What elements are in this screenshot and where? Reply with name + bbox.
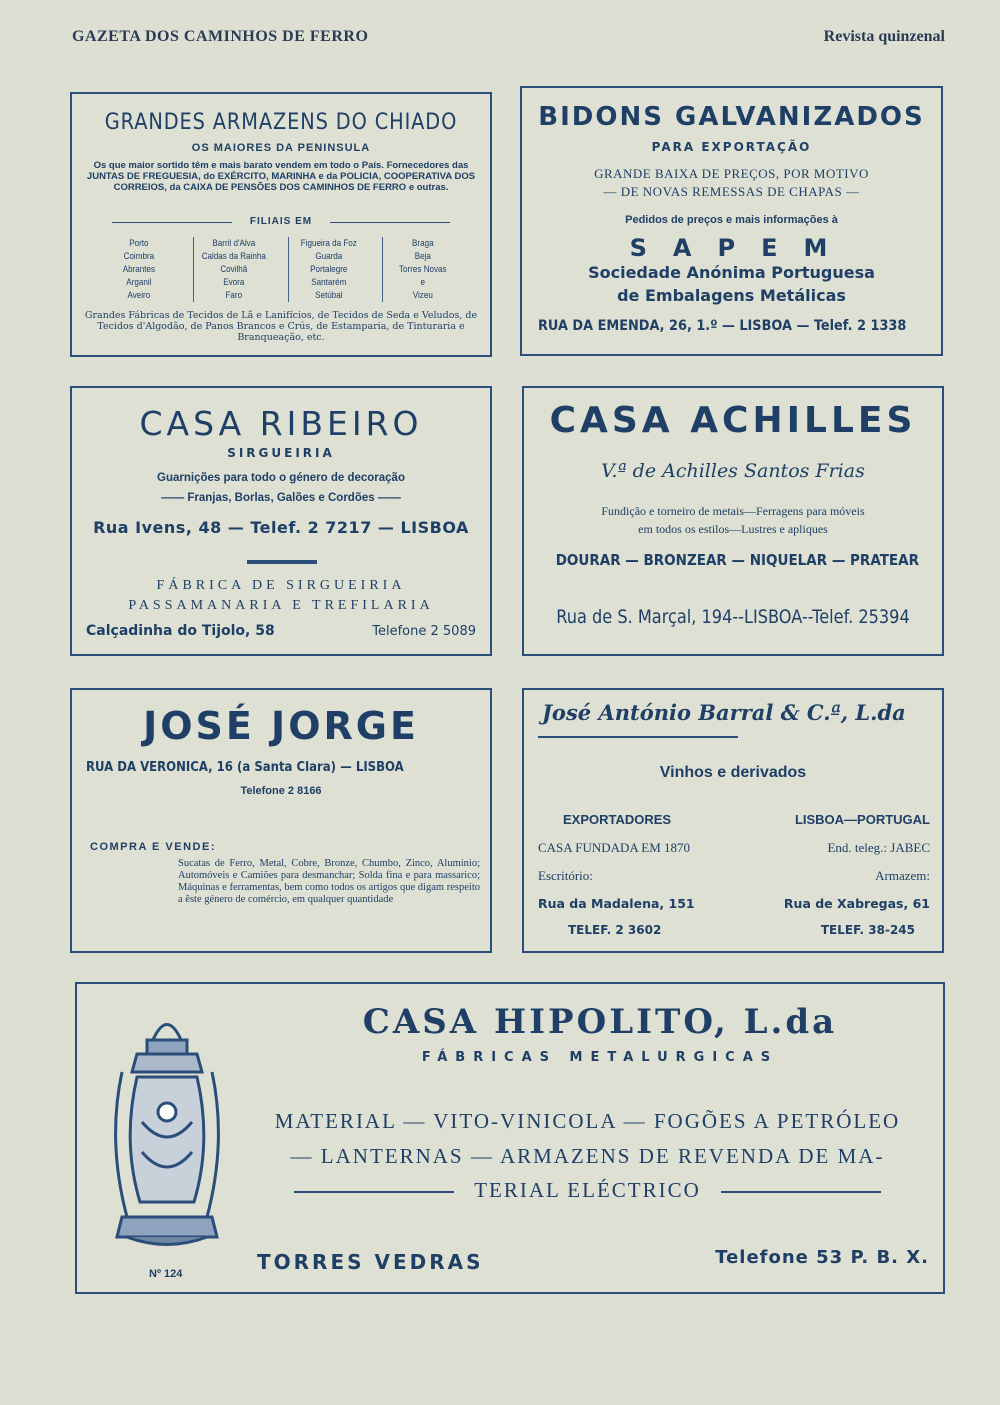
ad-subtitle: SIRGUEIRIA [227,446,335,460]
lantern-illustration [102,1002,232,1262]
page-header [72,28,945,46]
ad-casa-achilles [522,386,944,656]
ad-line: — LANTERNAS — ARMAZENS DE REVENDA DE MA- [290,1144,885,1168]
info-row [538,923,930,937]
ad-title: José António Barral & C.ª, L.da [542,700,906,725]
ad-casa-hipolito [75,982,945,1294]
ad-subtitle: PARA EXPORTAÇÃO [651,140,812,154]
ad-city: TORRES VEDRAS [257,1250,484,1274]
company-fullname: Sociedade Anónima Portuguesa [588,263,875,282]
divider [721,1191,881,1193]
ad-title: CASA ACHILLES [549,400,917,441]
ad-subtitle: FÁBRICAS METALURGICAS [421,1050,779,1065]
ad-title: CASA HIPOLITO, L.da [362,1002,838,1042]
ad-grandes-armazens [70,92,492,357]
branch-columns [92,237,470,302]
model-number: Nº 124 [149,1268,183,1280]
ad-line: em todos os estilos—Lustres e apliques [638,522,828,536]
ad-line: — DE NOVAS REMESSAS DE CHAPAS — [603,184,860,199]
ad-title: BIDONS GALVANIZADOS [538,102,925,132]
ad-jose-jorge [70,688,492,953]
ad-subtitle: Vinhos e derivados [659,764,807,781]
ad-line-text: TERIAL ELÉCTRICO [474,1178,701,1202]
ad-line [262,1178,913,1203]
ad-line: Guarnições para todo o género de decoração [157,472,405,484]
publication-title: GAZETA DOS CAMINHOS DE FERRO [72,28,369,45]
ad-address: Calçadinha do Tijolo, 58 [86,623,275,639]
ad-line: GRANDE BAIXA DE PREÇOS, POR MOTIVO [594,166,869,181]
ad-line: FÁBRICA DE SIRGUEIRIA [156,578,406,593]
ad-phone: Telefone 53 P. B. X. [715,1247,929,1268]
ad-phone: Telefone 2 8166 [240,785,322,797]
divider [538,736,738,738]
ad-description: Sucatas de Ferro, Metal, Cobre, Bronze, Chumbo, Zinco, Alumínio; Automóveis e Camiões para desmanchar; Solda fina e para massarico; Máquinas e ferramentas, bem como todos os artigos que digam respeito a êste género de comércio, em qualquer quantidade [178,858,480,905]
info-text: End. teleg.: JABEC [827,840,930,855]
ad-address: RUA DA EMENDA, 26, 1.º — LISBOA — Telef. 2 1338 [538,318,907,334]
info-row [538,896,930,911]
ad-bidons [520,86,943,356]
ad-title: GRANDES ARMAZENS DO CHIADO [104,110,458,135]
ad-address: RUA DA VERONICA, 16 (a Santa Clara) — LISBOA [86,760,404,775]
ad-footer-text: Grandes Fábricas de Tecidos de Lã e Lanifícios, de Tecidos de Seda e Veludos, de Tecidos d'Algodão, de Panos Brancos e Crús, de Estamparia, de Tinturaria e Branqueação, etc. [84,310,478,343]
info-row [538,840,930,856]
divider [330,222,450,223]
filiais-heading: FILIAIS EM [249,216,313,227]
divider [247,560,317,564]
company-name: SAPEM [629,234,854,262]
ad-heading: COMPRA E VENDE: [90,841,216,853]
divider [294,1191,454,1193]
publication-frequency: Revista quinzenal [823,28,945,45]
info-text: EXPORTADORES [563,812,672,827]
ad-line: Pedidos de preços e mais informações à [625,214,838,226]
info-text: CASA FUNDADA EM 1870 [538,840,691,855]
branch-column: Figueira da Foz Guarda Portalegre Santarém Setúbal [288,237,369,302]
ad-address: Rua de S. Marçal, 194--LISBOA--Telef. 25394 [556,606,910,628]
info-text: Rua da Madalena, 151 [538,896,695,911]
info-text: LISBOA—PORTUGAL [794,812,930,827]
ad-line: Fundição e torneiro de metais—Ferragens para móveis [601,504,865,518]
branch-column: Barril d'Alva Caldas da Rainha Covilhã Evora Faro [193,237,274,302]
company-fullname: de Embalagens Metálicas [617,286,846,305]
info-row [538,868,930,884]
branch-column: Braga Beja Torres Novas e Vizeu [382,237,463,302]
info-text: TELEF. 2 3602 [568,923,662,937]
ad-line: PASSAMANARIA E TREFILARIA [128,598,434,613]
info-text: Escritório: [538,868,593,883]
ad-subtitle: OS MAIORES DA PENINSULA [191,142,371,154]
ad-casa-ribeiro [70,386,492,656]
ad-address: Rua Ivens, 48 — Telef. 2 7217 — LISBOA [93,518,469,537]
ad-title: JOSÉ JORGE [143,704,419,748]
ad-line: MATERIAL — VITO-VINICOLA — FOGÕES A PETRÓLEO [274,1109,901,1133]
info-row [538,812,930,827]
ad-subtitle: V.ª de Achilles Santos Frias [601,460,865,482]
services-line: DOURAR — BRONZEAR — NIQUELAR — PRATEAR [555,551,919,569]
info-text: Armazem: [875,868,930,883]
ad-line: —— Franjas, Borlas, Galões e Cordões —— [161,492,401,504]
ad-paragraph: Os que maior sortido têm e mais barato vendem em todo o País. Fornecedores das JUNTAS DE FREGUESIA, do EXÉRCITO, MARINHA e da POLICIA, COOPERATIVA DOS CORREIOS, da CAIXA DE PENSÕES DOS CAMINHOS DE FERRO e outras. [86,160,476,193]
info-text: Rua de Xabregas, 61 [783,896,930,911]
ad-title: CASA RIBEIRO [139,404,423,443]
branch-column: Porto Coimbra Abrantes Arganil Aveiro [122,238,156,301]
ad-phone: Telefone 2 5089 [372,624,476,639]
info-text: TELEF. 38-245 [820,923,915,937]
ad-barral [522,688,944,953]
